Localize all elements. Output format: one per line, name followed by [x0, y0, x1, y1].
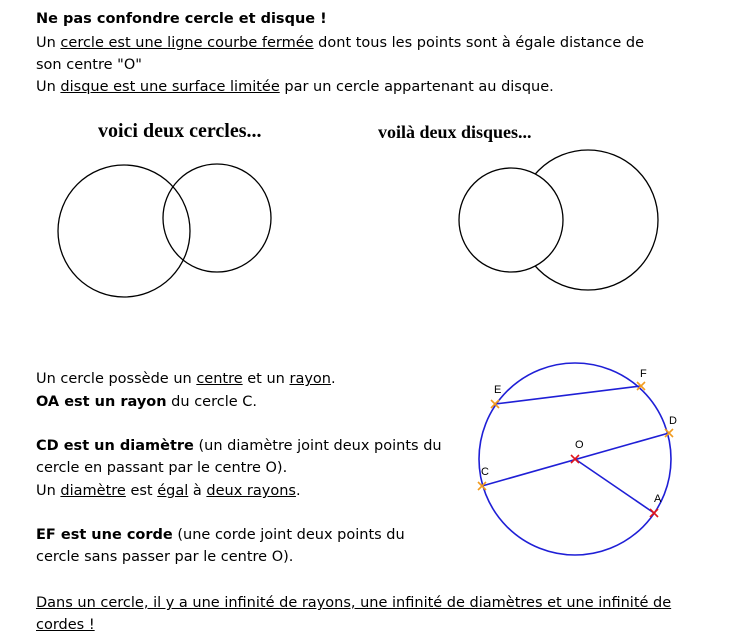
radius-oa — [575, 459, 654, 513]
heading: Ne pas confondre cercle et disque ! — [36, 11, 327, 27]
cross-a — [650, 509, 658, 517]
intro-line-1: Un cercle est une ligne courbe fermée dont tous les points sont à égale distance de — [36, 35, 645, 51]
disks-caption: voilà deux disques... — [378, 122, 532, 142]
label-o: O — [575, 439, 584, 451]
circle-left — [58, 165, 190, 297]
def-line-1: Un cercle possède un centre et un rayon. — [36, 371, 336, 387]
def-line-7: cercle sans passer par le centre O). — [36, 549, 294, 565]
label-d: D — [669, 415, 677, 427]
def-line-3: CD est un diamètre (un diamètre joint deux points du — [36, 438, 442, 454]
def-line-2: OA est un rayon du cercle C. — [36, 394, 257, 410]
disk-small — [459, 168, 563, 272]
intro-line-2: son centre "O" — [36, 57, 142, 73]
def-line-5: Un diamètre est égal à deux rayons. — [36, 483, 301, 499]
label-f: F — [640, 368, 647, 380]
conclusion-line-1: Dans un cercle, il y a une infinité de rayons, une infinité de diamètres et une infinité de — [36, 595, 672, 611]
circles-caption: voici deux cercles... — [98, 120, 262, 142]
label-c: C — [481, 466, 489, 478]
def-line-6: EF est une corde (une corde joint deux points du — [36, 527, 405, 543]
conclusion-line-2: cordes ! — [36, 617, 95, 633]
label-a: A — [654, 493, 662, 505]
circle-right — [163, 164, 271, 272]
intro-line-3: Un disque est une surface limitée par un cercle appartenant au disque. — [36, 79, 554, 95]
label-e: E — [494, 384, 502, 396]
def-line-4: cercle en passant par le centre O). — [36, 460, 288, 476]
geometry-diagram — [478, 363, 677, 555]
chord-ef — [495, 386, 641, 404]
